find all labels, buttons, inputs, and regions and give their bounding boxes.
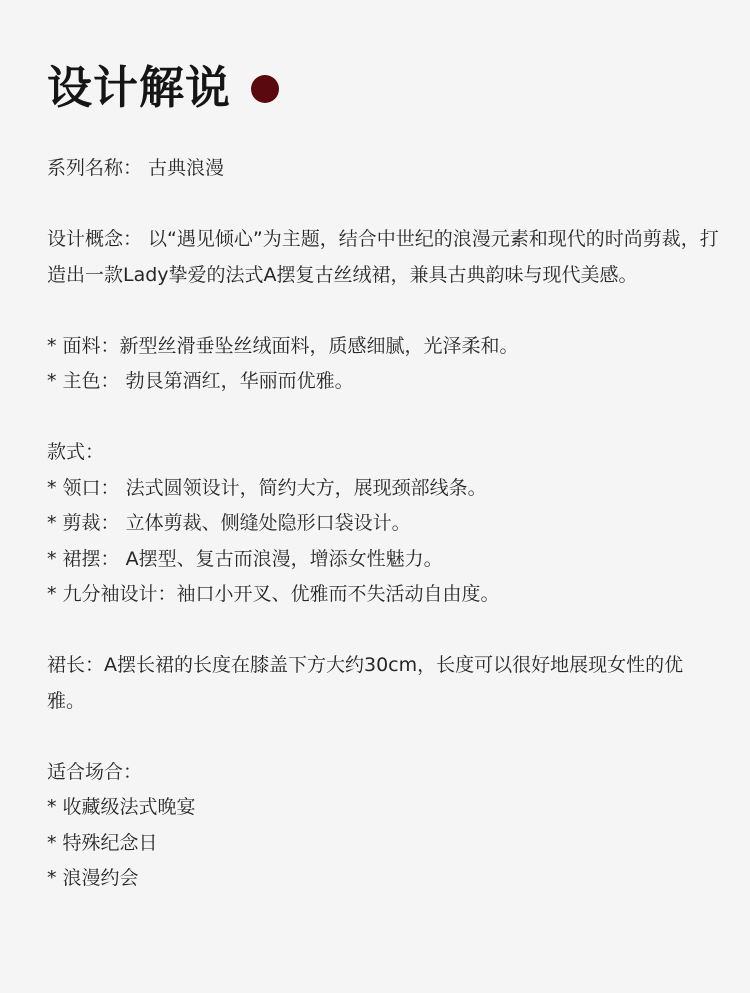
description-body [47, 151, 720, 897]
design-concept: 设计概念： 以“遇见倾心”为主题，结合中世纪的浪漫元素和现代的时尚剪裁，打造出一款Lady挚爱的法式A摆复古丝绒裙，兼具古典韵味与现代美感。 [47, 228, 719, 286]
spacer [47, 187, 720, 223]
style-item: * 剪裁： 立体剪裁、侧缝处隐形口袋设计。 [47, 512, 411, 534]
occasion-item: * 特殊纪念日 [47, 831, 158, 854]
spacer [47, 719, 720, 755]
material-item: * 主色： 勃艮第酒红，华丽而优雅。 [47, 370, 354, 392]
series-name: 系列名称： 古典浪漫 [47, 157, 225, 179]
accent-dot-icon [251, 75, 279, 103]
spacer [47, 400, 720, 436]
style-item: * 领口： 法式圆领设计，简约大方，展现颈部线条。 [47, 476, 487, 499]
title-row [47, 56, 720, 120]
style-item: * 九分袖设计：袖口小开叉、优雅而不失活动自由度。 [47, 583, 500, 605]
occasion-item: * 浪漫约会 [47, 867, 139, 889]
design-description-page [47, 56, 720, 897]
occasions-heading: 适合场合： [47, 760, 143, 783]
spacer [47, 293, 720, 329]
style-item: * 裙摆： A摆型、复古而浪漫，增添女性魅力。 [47, 547, 443, 570]
spacer [47, 613, 720, 649]
material-item: * 面料：新型丝滑垂坠丝绒面料，质感细腻，光泽柔和。 [47, 334, 519, 357]
occasion-item: * 收藏级法式晚宴 [47, 796, 196, 818]
style-heading: 款式： [47, 441, 105, 463]
page-title: 设计解说 [47, 61, 232, 114]
dress-length: 裙长：A摆长裙的长度在膝盖下方大约30cm，长度可以很好地展现女性的优雅。 [47, 654, 684, 712]
